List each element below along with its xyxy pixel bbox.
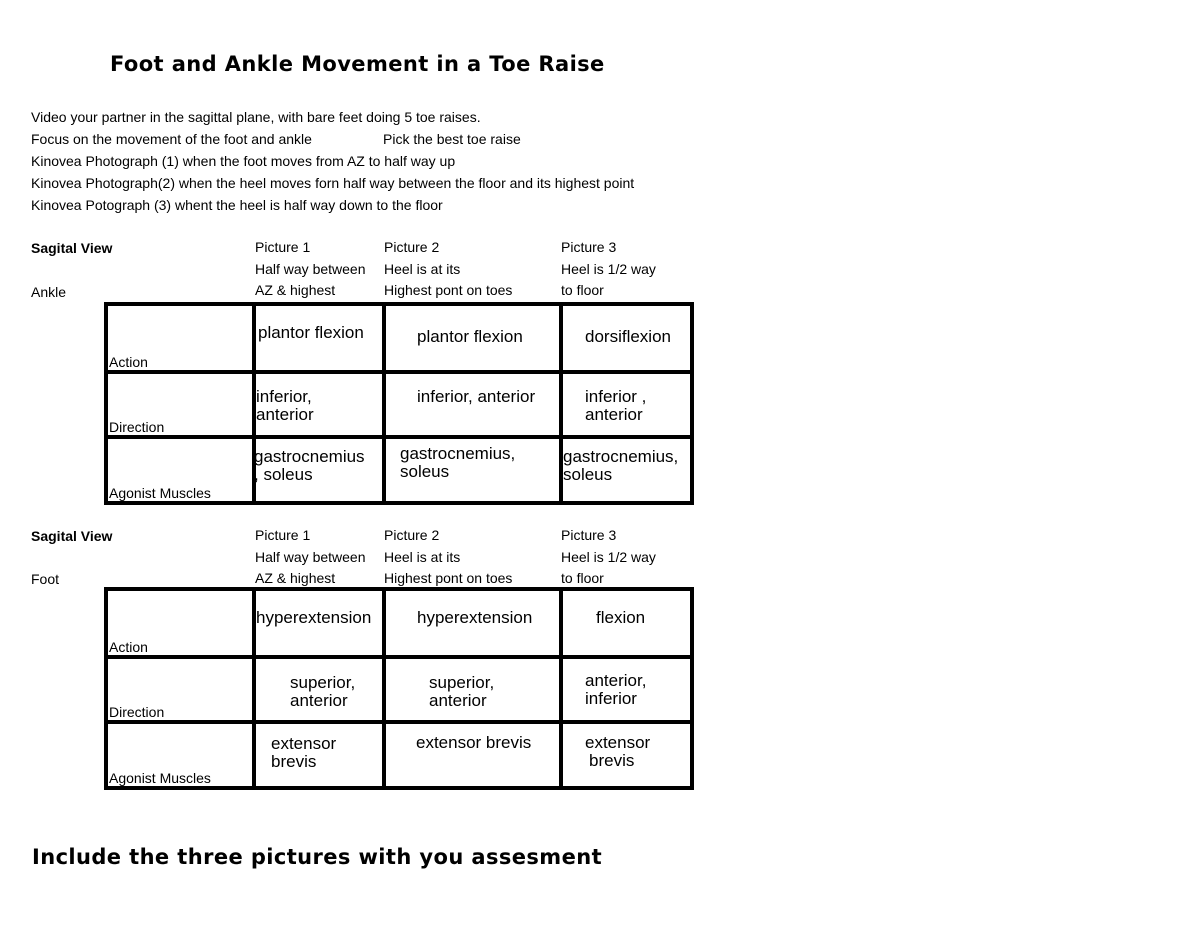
row-label-action: Action [109,639,148,655]
table-cell [561,589,692,657]
row-label-agonist: Agonist Muscles [109,770,211,786]
ankle-direction-p3 [585,388,646,424]
picture1-desc: AZ & highest [255,282,336,298]
foot-direction-p2 [429,674,494,710]
row-label-agonist: Agonist Muscles [109,485,211,501]
ankle-action-p2: plantor flexion [417,327,523,346]
picture3-desc: Heel is 1/2 way [561,548,656,565]
table-cell [254,657,384,722]
table-cell [561,437,692,503]
instructions [31,106,634,216]
cell-line: anterior [290,691,348,710]
picture3-desc: Heel is 1/2 way [561,260,656,277]
ankle-direction-p1 [256,388,314,424]
row-label-cell [106,372,254,437]
picture3-desc: to floor [561,570,604,586]
table-row [106,657,692,722]
table-cell [561,657,692,722]
table-cell [561,304,692,372]
ankle-action-p3: dorsiflexion [585,327,671,346]
picture1-desc: Half way between [255,548,366,565]
cell-line: anterior, [585,671,647,690]
instruction-line: Kinovea Photograph(2) when the heel moves forn half way between the floor and its highest point [31,175,635,191]
cell-line: extensor [585,733,651,752]
cell-line: gastrocnemius, [400,444,516,463]
cell-line: gastrocnemius [254,447,365,466]
picture3-header [561,237,656,302]
table-cell [254,372,384,437]
cell-line: anterior [585,405,643,424]
instruction-line [31,128,634,150]
cell-line: anterior [429,691,487,710]
cell-line: inferior, [256,387,312,406]
cell-line: soleus [400,462,450,481]
picture2-header [384,525,512,590]
table-row [106,437,692,503]
picture3-title: Picture 3 [561,239,617,255]
picture2-desc: Highest pont on toes [384,570,513,586]
cell-line: soleus [563,465,613,484]
picture2-desc: Highest pont on toes [384,282,513,298]
cell-line: extensor [271,734,337,753]
picture2-title: Picture 2 [384,239,440,255]
foot-agonist-p2: extensor brevis [416,733,532,752]
picture1-desc: Half way between [255,260,366,277]
section-view-label: Sagital View [31,528,113,544]
instruction-focus: Focus on the movement of the foot and ankle [31,131,312,147]
picture3-header [561,525,656,590]
row-label-direction: Direction [109,419,165,435]
ankle-table [104,302,694,505]
table-cell [384,372,561,437]
table-cell [384,722,561,788]
table-cell [384,437,561,503]
picture1-header [255,237,366,302]
foot-direction-p1 [290,674,355,710]
foot-table [104,587,694,790]
section-label-foot: Foot [31,571,60,587]
ankle-direction-p2: inferior, anterior [417,387,536,406]
picture1-title: Picture 1 [255,527,311,543]
table-cell [561,722,692,788]
section-view-label: Sagital View [31,240,113,256]
row-label-cell [106,304,254,372]
table-row [106,304,692,372]
foot-action-p1: hyperextension [256,608,372,627]
instruction-line: Kinovea Potograph (3) whent the heel is half way down to the floor [31,197,443,213]
cell-line: inferior , [585,387,647,406]
cell-line: , soleus [254,465,313,484]
picture2-header [384,237,512,302]
table-row [106,722,692,788]
table-row [106,589,692,657]
table-cell [254,437,384,503]
row-label-cell [106,722,254,788]
cell-line: inferior [585,689,637,708]
table-cell [254,304,384,372]
picture2-desc: Heel is at its [384,260,461,277]
ankle-agonist-p3 [563,448,678,484]
page-title: Foot and Ankle Movement in a Toe Raise [110,52,605,76]
ankle-agonist-p2 [400,445,515,481]
picture2-title: Picture 2 [384,527,440,543]
ankle-action-p1: plantor flexion [258,323,364,342]
row-label-action: Action [109,354,148,370]
cell-line: superior, [290,673,356,692]
picture1-desc: AZ & highest [255,570,336,586]
table-cell [384,589,561,657]
foot-action-p2: hyperextension [417,608,533,627]
picture1-header [255,525,366,590]
row-label-cell [106,657,254,722]
table-cell [384,304,561,372]
picture2-desc: Heel is at its [384,548,461,565]
table-cell [254,722,384,788]
cell-line: brevis [271,752,317,771]
foot-agonist-p3 [585,734,650,770]
cell-line: gastrocnemius, [563,447,679,466]
ankle-agonist-p1 [254,448,365,484]
foot-action-p3: flexion [596,608,646,627]
section-label-ankle: Ankle [31,284,67,300]
table-cell [254,589,384,657]
table-cell [561,372,692,437]
instruction-pick: Pick the best toe raise [383,131,521,147]
row-label-cell [106,589,254,657]
instruction-line: Video your partner in the sagittal plane, with bare feet doing 5 toe raises. [31,109,481,125]
footer-note: Include the three pictures with you assesment [32,845,603,869]
table-row [106,372,692,437]
cell-line: superior, [429,673,495,692]
table-cell [384,657,561,722]
instruction-line: Kinovea Photograph (1) when the foot moves from AZ to half way up [31,153,456,169]
picture3-title: Picture 3 [561,527,617,543]
row-label-cell [106,437,254,503]
picture1-title: Picture 1 [255,239,311,255]
foot-direction-p3 [585,672,646,708]
cell-line: anterior [256,405,314,424]
row-label-direction: Direction [109,704,165,720]
foot-agonist-p1 [271,735,336,771]
cell-line: brevis [589,751,635,770]
picture3-desc: to floor [561,282,604,298]
